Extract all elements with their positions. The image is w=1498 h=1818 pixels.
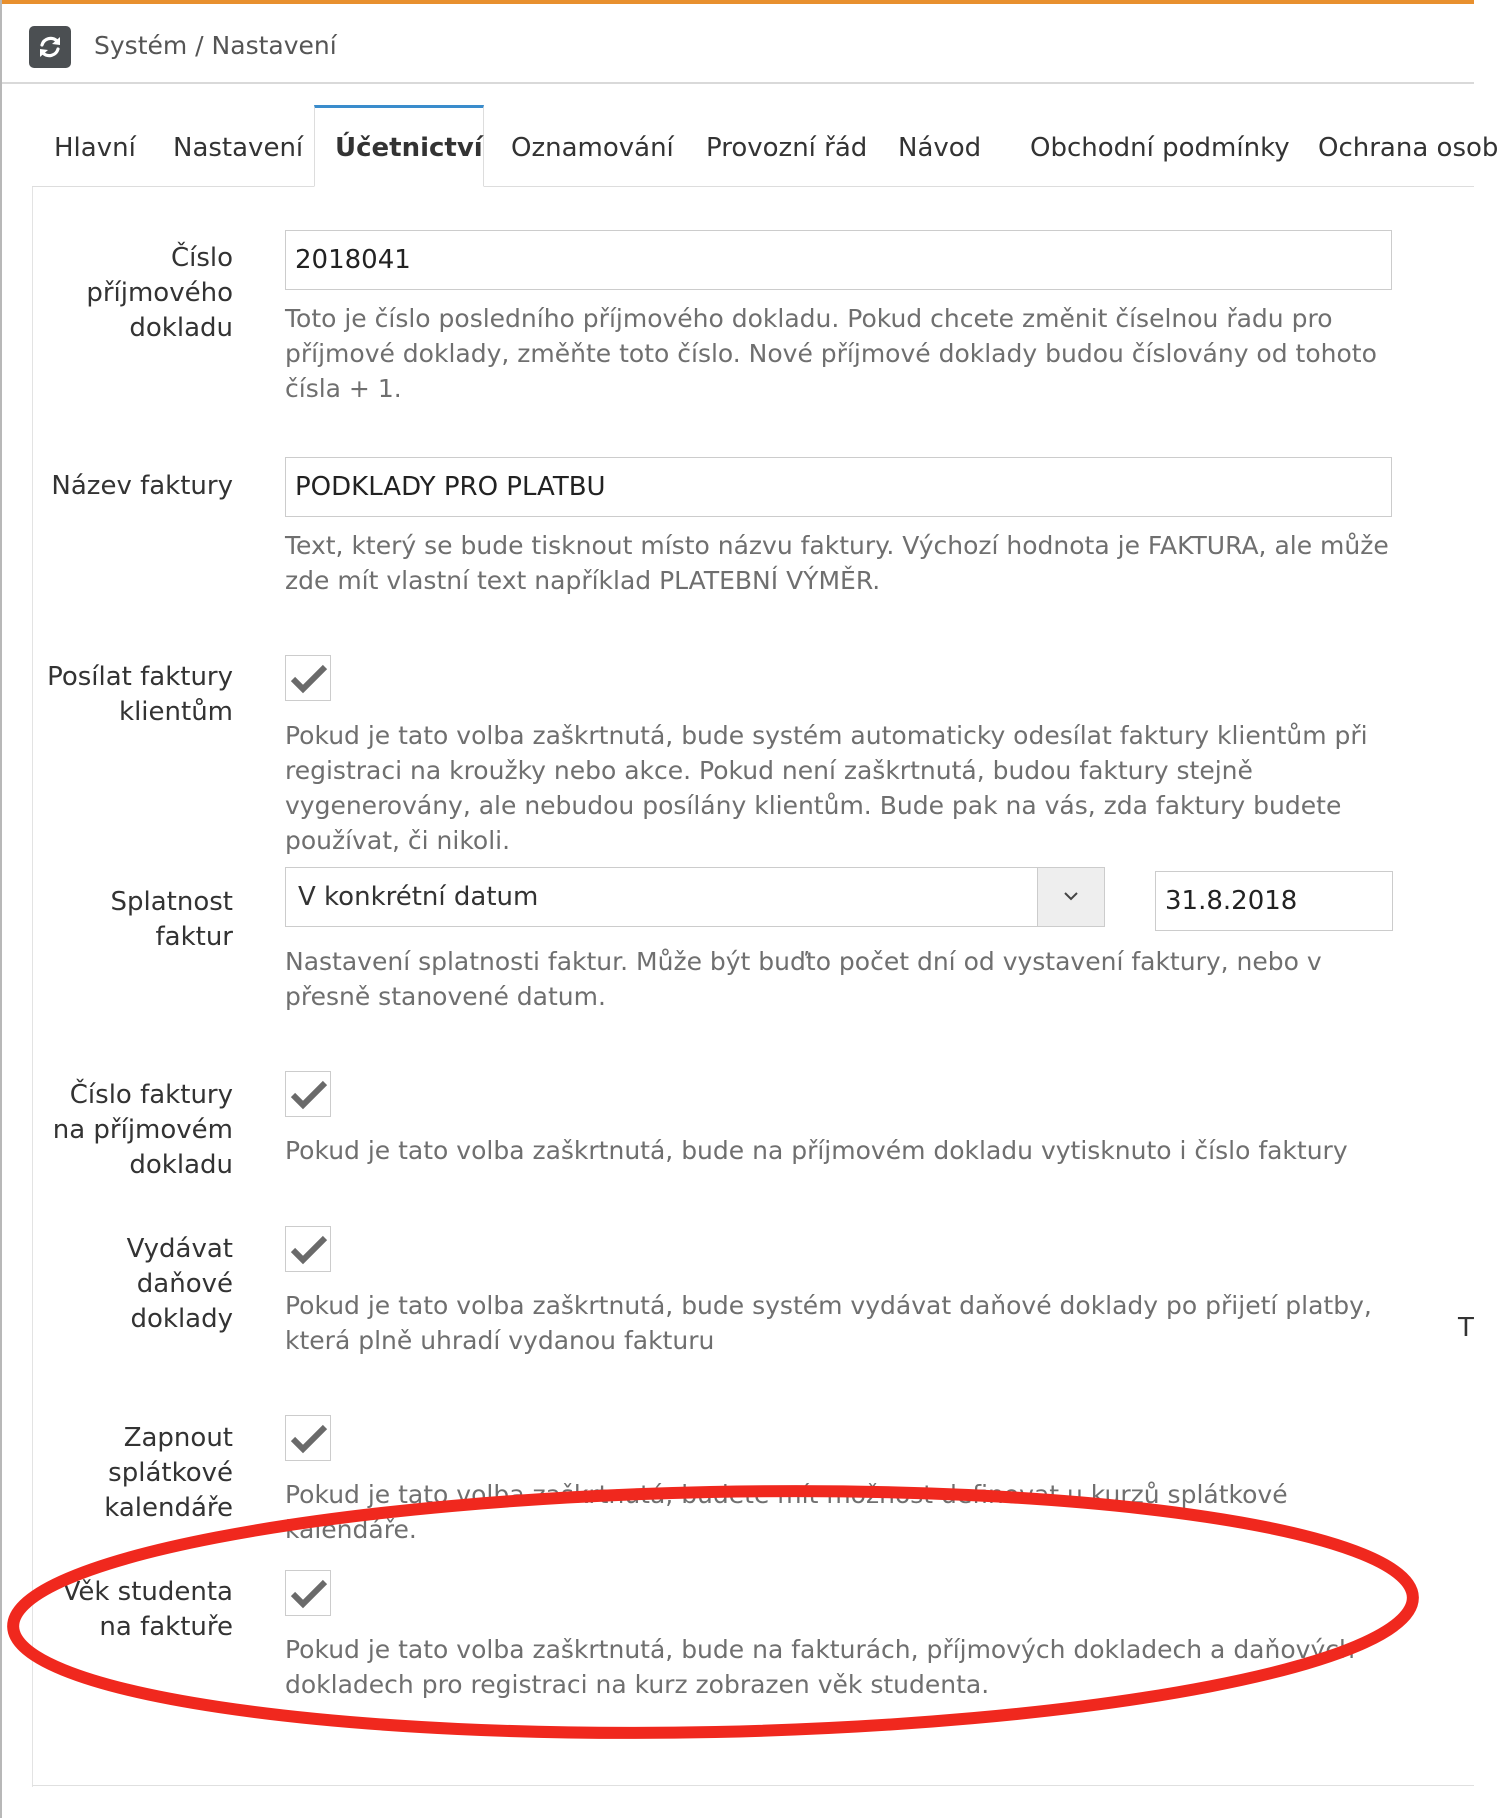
tab-provozni-rad[interactable]: Provozní řád: [706, 133, 868, 163]
tab-ucetnictvi[interactable]: Účetnictví: [314, 105, 484, 187]
cut-off-text: T: [1458, 1313, 1474, 1343]
left-edge-line: [0, 0, 2, 1818]
invoice-number-on-receipt-help: Pokud je tato volba zaškrtnutá, bude na příjmovém dokladu vytisknuto i číslo faktury: [285, 1136, 1348, 1165]
invoice-name-label: Název faktury: [51, 471, 233, 501]
student-age-checkbox[interactable]: [285, 1570, 331, 1616]
installments-checkbox[interactable]: [285, 1415, 331, 1461]
due-date-label: Splatnost faktur: [110, 887, 233, 952]
due-date-select-value: V konkrétní datum: [298, 882, 539, 912]
refresh-icon: [36, 33, 64, 61]
checkmark-icon: [290, 662, 328, 694]
checkmark-icon: [290, 1078, 328, 1110]
checkmark-icon: [290, 1422, 328, 1454]
installments-label: Zapnout splátkové kalendáře: [104, 1423, 233, 1523]
tab-navod[interactable]: Návod: [898, 133, 982, 163]
send-invoices-checkbox[interactable]: [285, 655, 331, 701]
breadcrumb: Systém / Nastavení: [94, 31, 337, 60]
invoice-name-help: Text, který se bude tisknout místo názvu faktury. Výchozí hodnota je FAKTURA, ale může zde mít vlastní text například PLATEBNÍ VÝMĚR.: [285, 531, 1389, 595]
tab-ochrana-osob[interactable]: Ochrana osob: [1318, 133, 1498, 163]
tax-documents-help: Pokud je tato volba zaškrtnutá, bude systém vydávat daňové doklady po přijetí platby, která plně uhradí vydanou fakturu: [285, 1291, 1372, 1355]
checkmark-icon: [290, 1233, 328, 1265]
page-header: [2, 4, 1474, 84]
due-date-select[interactable]: [285, 867, 1105, 927]
send-invoices-help: Pokud je tato volba zaškrtnutá, bude systém automaticky odesílat faktury klientům při registraci na kroužky nebo akce. Pokud není zaškrtnutá, budou faktury stejně vygenerovány, ale nebudou posílány klientům. Bude pak na vás, zda faktury budete používat, či nikoli.: [285, 721, 1368, 855]
receipt-number-help: Toto je číslo posledního příjmového dokladu. Pokud chcete změnit číselnou řadu pro příjmové doklady, změňte toto číslo. Nové příjmové doklady budou číslovány od tohoto čísla + 1.: [285, 304, 1377, 403]
student-age-help: Pokud je tato volba zaškrtnutá, bude na fakturách, příjmových dokladech a daňových dokladech pro registraci na kurz zobrazen věk studenta.: [285, 1635, 1355, 1699]
refresh-button[interactable]: [29, 26, 71, 68]
student-age-label: Věk studenta na faktuře: [62, 1577, 233, 1642]
chevron-down-icon: [1063, 890, 1079, 902]
due-date-help: Nastavení splatnosti faktur. Může být buďto počet dní od vystavení faktury, nebo v přesně stanovené datum.: [285, 947, 1322, 1011]
installments-help: Pokud je tato volba zaškrtnutá, budete mít možnost definovat u kurzů splátkové kalendáře.: [285, 1480, 1288, 1544]
tab-obchodni-podminky[interactable]: Obchodní podmínky: [1030, 133, 1290, 163]
tab-oznamovani[interactable]: Oznamování: [511, 133, 674, 163]
panel-bottom-border: [32, 1785, 1474, 1786]
tax-documents-label: Vydávat daňové doklady: [126, 1234, 233, 1334]
due-date-input[interactable]: 31.8.2018: [1155, 871, 1393, 931]
checkmark-icon: [290, 1577, 328, 1609]
tab-bar: [32, 108, 1498, 188]
invoice-number-on-receipt-checkbox[interactable]: [285, 1071, 331, 1117]
send-invoices-label: Posílat faktury klientům: [47, 662, 233, 727]
tab-hlavni[interactable]: Hlavní: [54, 133, 136, 163]
invoice-number-on-receipt-label: Číslo faktury na příjmovém dokladu: [52, 1080, 233, 1180]
dropdown-button[interactable]: [1037, 868, 1104, 926]
tab-nastaveni[interactable]: Nastavení: [173, 133, 304, 163]
invoice-name-input[interactable]: PODKLADY PRO PLATBU: [285, 457, 1392, 517]
receipt-number-label: Číslo příjmového dokladu: [86, 243, 233, 343]
receipt-number-input[interactable]: 2018041: [285, 230, 1392, 290]
tax-documents-checkbox[interactable]: [285, 1226, 331, 1272]
